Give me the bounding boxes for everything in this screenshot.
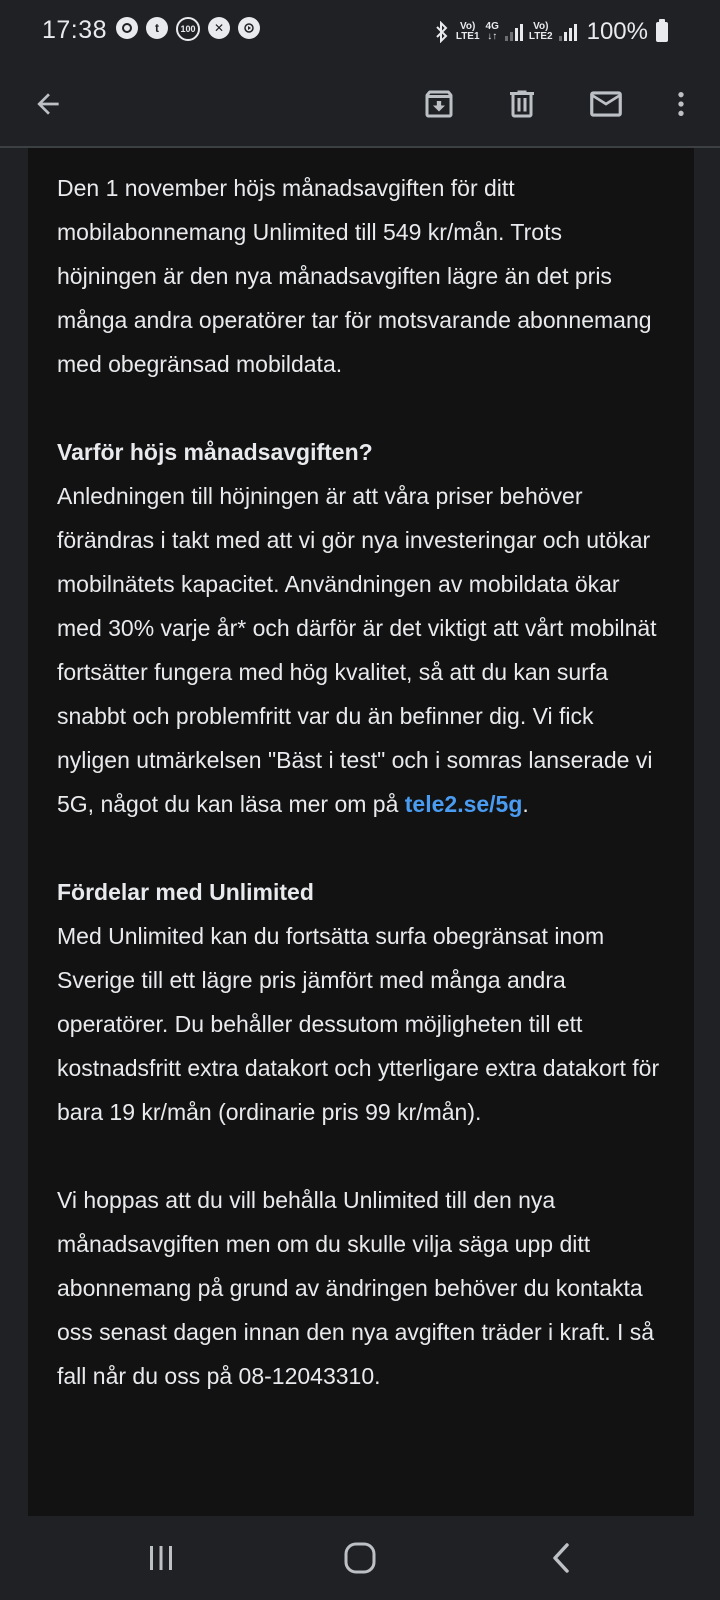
more-vert-icon <box>665 88 697 120</box>
intro-paragraph: Den 1 november höjs månadsavgiften för ditt mobilabonnemang Unlimited till 549 kr/mån. Trots höjningen är den nya månadsavgiften lägre än det pris många andra operatörer tar för motsvarande abonnemang med obegränsad mobildata. <box>57 175 652 377</box>
signal-strength-sim1-icon <box>505 23 523 41</box>
section-text: Med Unlimited kan du fortsätta surfa obegränsat inom Sverige till ett lägre pris jämfört med många andra operatörer. Du behåller dessutom möjligheten till ett kostnadsfritt extra datakort och ytterligare extra datakort för bara 19 kr/mån (ordinarie pris 99 kr/mån). <box>57 923 660 1125</box>
network-type-label: 4G ↓↑ <box>485 21 499 42</box>
section-why-raise <box>57 430 664 826</box>
nav-back-button[interactable] <box>532 1534 592 1582</box>
more-options-button[interactable] <box>657 80 705 128</box>
section-text-end: . <box>522 791 529 817</box>
recents-icon <box>145 1542 177 1574</box>
mail-icon <box>587 85 625 123</box>
clock: 17:38 <box>42 16 108 44</box>
trash-icon <box>504 86 540 122</box>
battery-icon <box>656 22 668 42</box>
play-icon <box>238 17 260 39</box>
system-nav-bar <box>0 1516 720 1600</box>
system-icons <box>434 18 668 46</box>
arrow-back-icon <box>32 88 64 120</box>
section-benefits <box>57 870 664 1134</box>
sim2-volte-label: Vo) LTE2 <box>528 21 553 42</box>
email-body <box>28 148 694 1516</box>
sim1-volte-label: Vo) LTE1 <box>455 21 480 42</box>
section-text: Anledningen till höjningen är att våra priser behöver förändras i takt med att vi gör nya investeringar och utökar mobilnätets kapacitet. Användningen av mobildata ökar med 30% varje år* och därför är det viktigt att vårt mobilnät fortsätter fungera med hög kvalitet, så att du kan surfa snabbt och problemfritt var du än befinner dig. Vi fick nyligen utmärkelsen "Bäst i test" och i somras lanserade vi 5G, något du kan läsa mer om på <box>57 483 657 817</box>
tumblr-icon: t <box>146 17 168 39</box>
delete-button[interactable] <box>498 80 546 128</box>
mark-unread-button[interactable] <box>582 80 630 128</box>
archive-button[interactable] <box>415 80 463 128</box>
battery-percent: 100% <box>586 18 648 45</box>
archive-icon <box>421 86 457 122</box>
media-icon <box>116 17 138 39</box>
nav-back-icon <box>547 1541 577 1575</box>
bluetooth-icon <box>434 21 450 43</box>
status-bar <box>0 0 720 62</box>
signal-strength-sim2-icon <box>559 23 577 41</box>
email-content <box>28 148 694 1398</box>
email-toolbar <box>0 62 720 146</box>
tele2-5g-link[interactable]: tele2.se/5g <box>404 791 523 817</box>
back-button[interactable] <box>24 80 72 128</box>
section-heading: Varför höjs månadsavgiften? <box>57 439 373 465</box>
x-icon: ✕ <box>208 17 230 39</box>
notification-icons <box>116 17 260 41</box>
100-icon: 100 <box>176 17 200 41</box>
recents-button[interactable] <box>131 1534 191 1582</box>
home-icon <box>343 1541 377 1575</box>
section-heading: Fördelar med Unlimited <box>57 879 314 905</box>
home-button[interactable] <box>330 1534 390 1582</box>
closing-paragraph: Vi hoppas att du vill behålla Unlimited till den nya månadsavgiften men om du skulle vilja säga upp ditt abonnemang på grund av ändringen behöver du kontakta oss senast dagen innan den nya avgiften träder i kraft. I så fall når du oss på 08-12043310. <box>57 1187 655 1389</box>
